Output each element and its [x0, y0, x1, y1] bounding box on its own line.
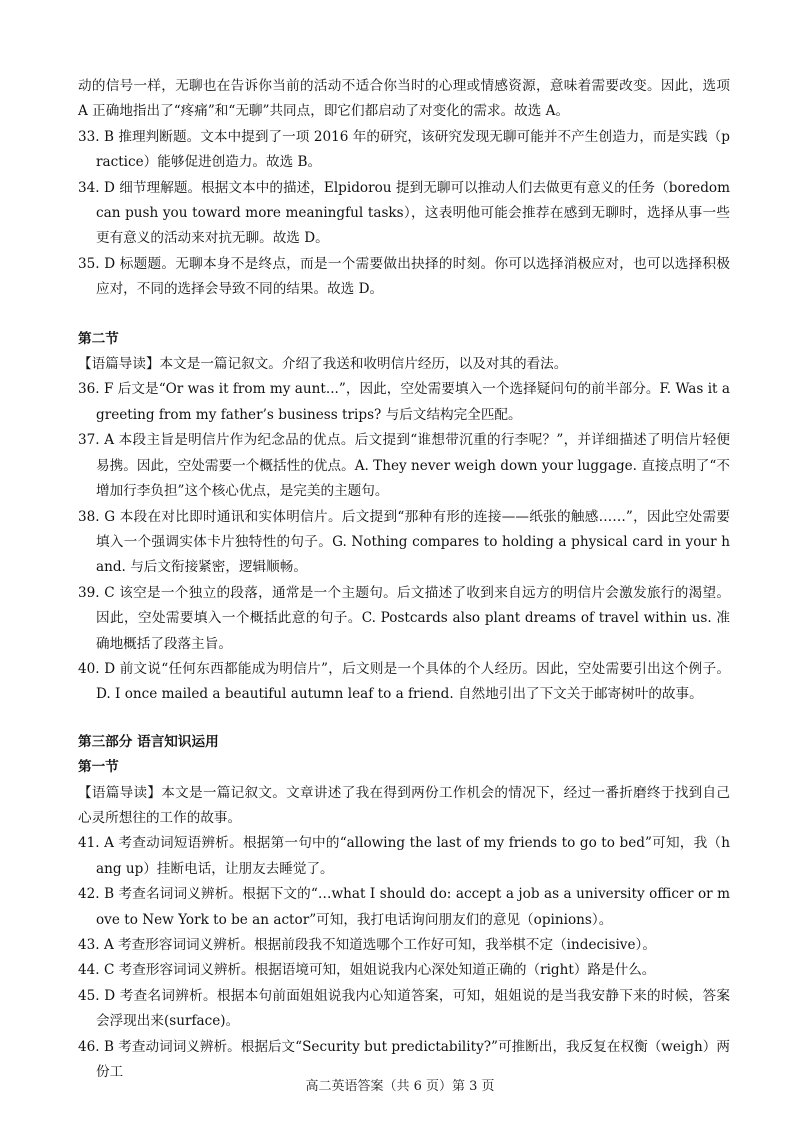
answer-item-42: 42. B 考查名词词义辨析。根据下文的“…what I should do: accept a job as a university officer or move to New York to be an actor”可知，我打电话询问朋友们的意见（opinions）。 — [78, 886, 730, 928]
section-heading-2: 第二节 — [78, 330, 119, 347]
answer-item-34: 34. D 细节理解题。根据文本中的描述，Elpidorou 提到无聊可以推动人们去做更有意义的任务（boredom can push you toward more meaningful tasks），这表明他可能会推荐在感到无聊时，选择从事一些更有意义的活动来对抗无聊。故选 D。 — [78, 179, 730, 247]
answer-item-46: 46. B 考查动词词义辨析。根据后文“Security but predictability?”可推断出，我反复在权衡（weigh）两份工 — [78, 1038, 730, 1081]
answer-item-39: 39. C 该空是一个独立的段落，通常是一个主题句。后文描述了收到来自远方的明信片会激发旅行的渴望。因此，空处需要填入一个概括此意的句子。C. Postcards also plant dreams of travel within us. 准确地概括了段落主旨。 — [78, 584, 730, 652]
part-heading-3: 第三部分 语言知识运用 — [78, 733, 219, 750]
answer-item-33: 33. B 推理判断题。文本中提到了一项 2016 年的研究，该研究发现无聊可能并不产生创造力，而是实践（practice）能够促进创造力。故选 B。 — [78, 128, 730, 171]
answer-item-43: 43. A 考查形容词词义辨析。根据前段我不知道选哪个工作好可知，我举棋不定（indecisive）。 — [78, 937, 656, 953]
answer-item-35: 35. D 标题题。无聊本身不是终点，而是一个需要做出抉择的时刻。你可以选择消极应对，也可以选择积极应对，不同的选择会导致不同的结果。故选 D。 — [78, 255, 730, 298]
page-content — [78, 74, 730, 1085]
answer-item-37: 37. A 本段主旨是明信片作为纪念品的优点。后文提到“谁想带沉重的行李呢？”，并详细描述了明信片轻便易携。因此，空处需要一个概括性的优点。A. They never weigh down your luggage. 直接点明了“不增加行李负担”这个核心优点，是完美的主题句。 — [78, 432, 730, 500]
answer-item-36: 36. F 后文是“Or was it from my aunt...”，因此，空处需要填入一个选择疑问句的前半部分。F. Was it a greeting from my father’s business trips? 与后文结构完全匹配。 — [78, 381, 730, 423]
reading-guide: 【语篇导读】本文是一篇记叙文。文章讲述了我在得到两份工作机会的情况下，经过一番折磨终于找到自己心灵所想往的工作的故事。 — [78, 784, 730, 826]
reading-guide: 【语篇导读】本文是一篇记叙文。介绍了我送和收明信片经历，以及对其的看法。 — [78, 356, 568, 373]
intro-paragraph: 动的信号一样，无聊也在告诉你当前的活动不适合你当时的心理或情感资源，意味着需要改变。因此，选项 A 正确地指出了“疼痛”和“无聊”共同点，即它们都启动了对变化的需求。故选 A。 — [78, 78, 730, 120]
section-heading-1: 第一节 — [78, 759, 119, 776]
answer-item-44: 44. C 考查形容词词义辨析。根据语境可知，姐姐说我内心深处知道正确的（right）路是什么。 — [78, 962, 656, 979]
answer-item-40: 40. D 前文说“任何东西都能成为明信片”，后文则是一个具体的个人经历。因此，空处需要引出这个例子。D. I once mailed a beautiful autumn leaf to a friend. 自然地引出了下文关于邮寄树叶的故事。 — [78, 660, 730, 703]
answer-item-41: 41. A 考查动词短语辨析。根据第一句中的“allowing the last of my friends to go to bed”可知，我（hang up）挂断电话，让朋友去睡觉了。 — [78, 835, 730, 877]
answer-item-45: 45. D 考查名词辨析。根据本句前面姐姐说我内心知道答案，可知，姐姐说的是当我安静下来的时候，答案会浮现出来(surface)。 — [78, 987, 730, 1030]
answer-item-38: 38. G 本段在对比即时通讯和实体明信片。后文提到“那种有形的连接——纸张的触感……”，因此空处需要填入一个强调实体卡片独特性的句子。G. Nothing compares to holding a physical card in your hand. 与后文衔接紧密，逻辑顺畅。 — [78, 508, 730, 576]
page-footer: 高二英语答案（共 6 页）第 3 页 — [305, 1079, 495, 1094]
